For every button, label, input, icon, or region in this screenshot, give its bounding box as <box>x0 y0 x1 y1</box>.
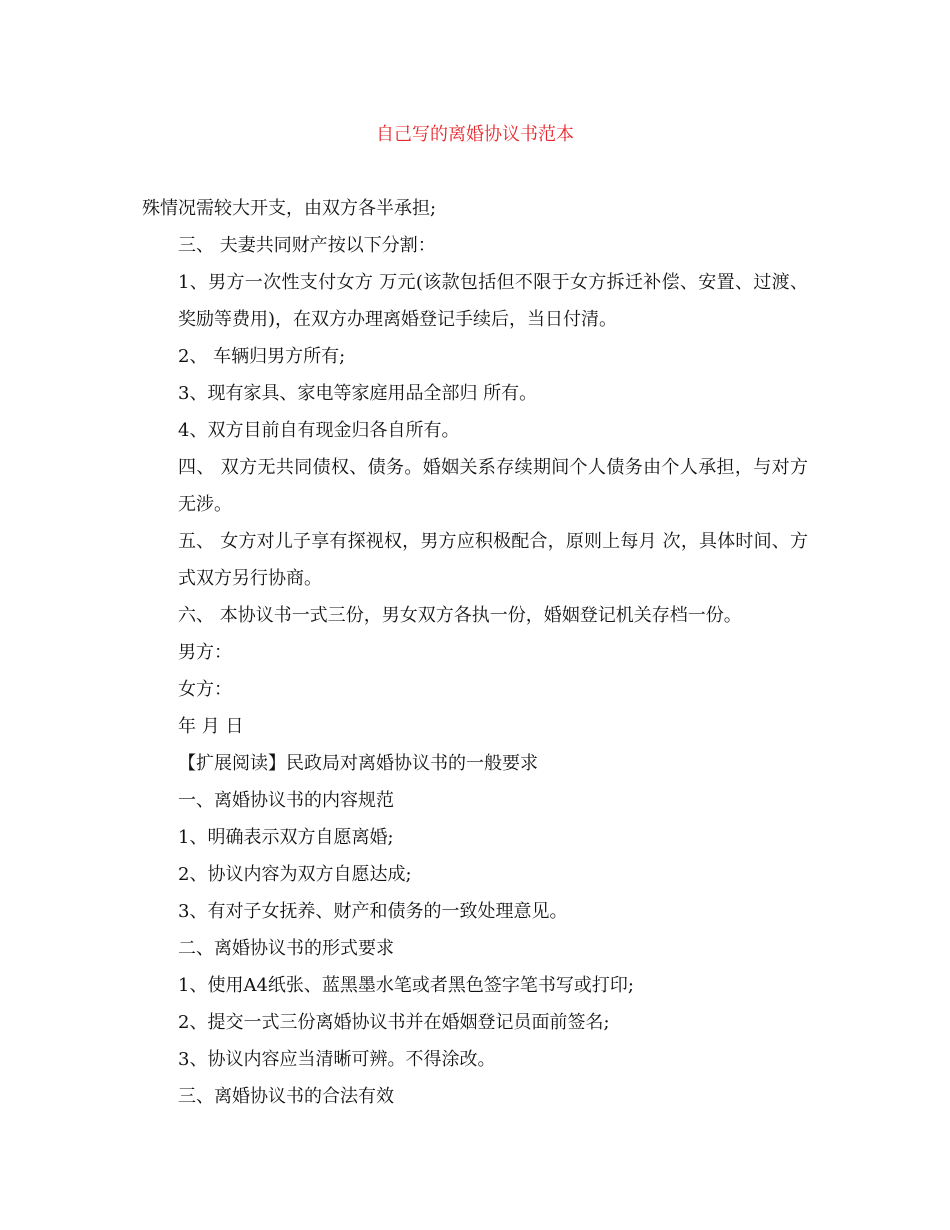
paragraph: 四、 双方无共同债权、债务。婚姻关系存续期间个人债务由个人承担，与对方无涉。 <box>178 457 808 515</box>
paragraph: 3、协议内容应当清晰可辨。不得涂改。 <box>178 1049 496 1070</box>
paragraph: 殊情况需较大开支，由双方各半承担; <box>142 198 437 219</box>
paragraph: 六、 本协议书一式三份，男女双方各执一份，婚姻登记机关存档一份。 <box>178 605 742 626</box>
paragraph: 二、离婚协议书的形式要求 <box>178 938 394 959</box>
paragraph: 【扩展阅读】民政局对离婚协议书的一般要求 <box>178 753 538 774</box>
paragraph: 3、现有家具、家电等家庭用品全部归 所有。 <box>178 383 538 404</box>
paragraph: 2、 车辆归男方所有; <box>178 346 346 367</box>
paragraph: 1、使用A4纸张、蓝黑墨水笔或者黑色签字笔书写或打印; <box>178 975 634 996</box>
paragraph: 年 月 日 <box>178 716 244 737</box>
paragraph: 2、协议内容为双方自愿达成; <box>178 864 412 885</box>
paragraph: 女方： <box>178 679 232 700</box>
paragraph: 一、离婚协议书的内容规范 <box>178 790 394 811</box>
document-body <box>142 190 808 1115</box>
paragraph: 三、 夫妻共同财产按以下分割： <box>178 235 436 256</box>
paragraph: 三、离婚协议书的合法有效 <box>178 1086 394 1107</box>
paragraph: 1、男方一次性支付女方 万元(该款包括但不限于女方拆迁补偿、安置、过渡、奖励等费用)，在双方办理离婚登记手续后，当日付清。 <box>178 272 808 330</box>
paragraph: 1、明确表示双方自愿离婚; <box>178 827 394 848</box>
paragraph: 3、有对子女抚养、财产和债务的一致处理意见。 <box>178 901 568 922</box>
paragraph: 4、双方目前自有现金归各自所有。 <box>178 420 460 441</box>
document-title: 自己写的离婚协议书范本 <box>376 124 574 145</box>
paragraph: 五、 女方对儿子享有探视权，男方应积极配合，原则上每月 次，具体时间、方式双方另行协商。 <box>178 531 808 589</box>
paragraph: 男方： <box>178 642 232 663</box>
paragraph: 2、提交一式三份离婚协议书并在婚姻登记员面前签名; <box>178 1012 610 1033</box>
